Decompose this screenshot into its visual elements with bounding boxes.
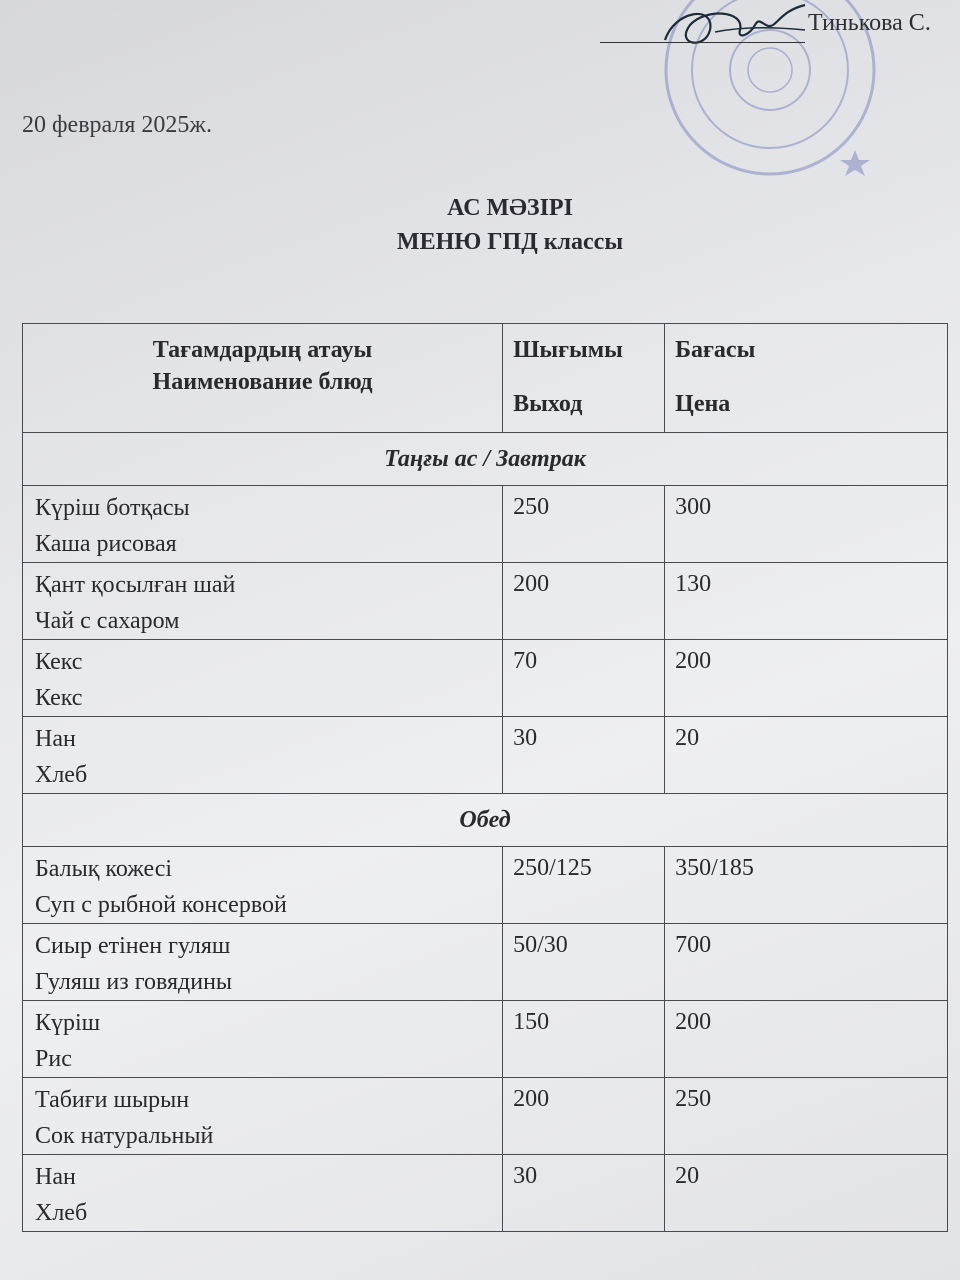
column-header-ru: Наименование блюд	[152, 369, 373, 395]
document-date: 20 февраля 2025ж.	[22, 112, 212, 138]
dish-name-cell	[23, 486, 503, 563]
dish-name-kz: Нан	[35, 726, 76, 752]
table-row	[23, 486, 948, 563]
dish-name-kz: Күріш ботқасы	[35, 495, 190, 521]
dish-name-ru: Суп с рыбной консервой	[35, 892, 287, 918]
dish-name-cell	[23, 924, 503, 1001]
table-row	[23, 1001, 948, 1078]
dish-name-ru: Хлеб	[35, 1200, 88, 1226]
column-header-kz: Бағасы	[675, 337, 756, 363]
dish-name-ru: Хлеб	[35, 762, 88, 788]
menu-title-kz: АС МӘЗІРІ	[447, 195, 573, 221]
dish-name-cell	[23, 847, 503, 924]
column-header-kz: Шығымы	[513, 337, 623, 363]
section-title: Таңғы ас / Завтрак	[23, 433, 948, 486]
dish-yield: 70	[503, 640, 665, 717]
dish-price: 20	[665, 1155, 948, 1232]
column-header-ru: Выход	[513, 391, 583, 417]
dish-name-cell	[23, 1078, 503, 1155]
column-header-dish-name	[23, 324, 503, 433]
dish-name-ru: Кекс	[35, 685, 83, 711]
table-row	[23, 924, 948, 1001]
table-row	[23, 847, 948, 924]
section-row-breakfast	[23, 433, 948, 486]
dish-name-kz: Күріш	[35, 1010, 101, 1036]
dish-name-cell	[23, 1001, 503, 1078]
dish-price: 300	[665, 486, 948, 563]
section-title: Обед	[23, 794, 948, 847]
dish-name-ru: Рис	[35, 1046, 72, 1072]
signature-line	[600, 42, 805, 43]
signer-name: Тинькова С.	[808, 10, 931, 36]
column-header-yield	[503, 324, 665, 433]
dish-name-ru: Чай с сахаром	[35, 608, 180, 634]
dish-name-cell	[23, 563, 503, 640]
dish-price: 20	[665, 717, 948, 794]
dish-name-cell	[23, 717, 503, 794]
section-row-lunch	[23, 794, 948, 847]
table-row	[23, 1155, 948, 1232]
dish-name-cell	[23, 1155, 503, 1232]
dish-name-kz: Қант қосылған шай	[35, 572, 236, 598]
table-header-row	[23, 324, 948, 433]
dish-name-kz: Балық кожесі	[35, 856, 173, 882]
dish-name-ru: Каша рисовая	[35, 531, 177, 557]
dish-price: 250	[665, 1078, 948, 1155]
handwritten-signature	[655, 0, 815, 56]
column-header-price	[665, 324, 948, 433]
dish-yield: 250	[503, 486, 665, 563]
table-row	[23, 1078, 948, 1155]
dish-price: 200	[665, 640, 948, 717]
table-row	[23, 563, 948, 640]
dish-yield: 50/30	[503, 924, 665, 1001]
dish-name-cell	[23, 640, 503, 717]
dish-price: 350/185	[665, 847, 948, 924]
dish-price: 700	[665, 924, 948, 1001]
dish-name-ru: Сок натуральный	[35, 1123, 214, 1149]
table-row	[23, 640, 948, 717]
dish-yield: 150	[503, 1001, 665, 1078]
dish-price: 200	[665, 1001, 948, 1078]
column-header-ru: Цена	[675, 391, 731, 417]
dish-yield: 200	[503, 563, 665, 640]
dish-name-kz: Кекс	[35, 649, 83, 675]
column-header-kz: Тағамдардың атауы	[152, 337, 373, 363]
dish-yield: 30	[503, 717, 665, 794]
dish-yield: 250/125	[503, 847, 665, 924]
menu-title-ru: МЕНЮ ГПД классы	[396, 229, 624, 255]
dish-name-ru: Гуляш из говядины	[35, 969, 233, 995]
dish-yield: 200	[503, 1078, 665, 1155]
table-row	[23, 717, 948, 794]
dish-price: 130	[665, 563, 948, 640]
dish-name-kz: Сиыр етінен гуляш	[35, 933, 231, 959]
signature-block	[600, 0, 960, 60]
menu-table	[22, 323, 948, 1232]
dish-name-kz: Табиғи шырын	[35, 1087, 190, 1113]
dish-yield: 30	[503, 1155, 665, 1232]
dish-name-kz: Нан	[35, 1164, 76, 1190]
